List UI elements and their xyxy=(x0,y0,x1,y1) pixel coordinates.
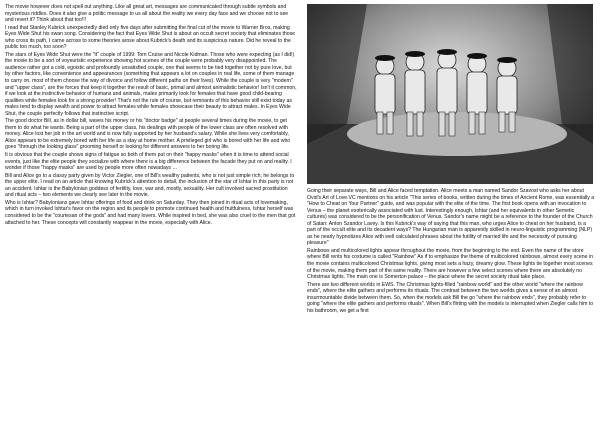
paragraph: Going their separate ways, Bill and Alice faced temptation. Alice meets a man named Sandor Szavost who asks her about Ovid's Art of Love.VC mentions on his article "This series of books, written during the times of Ancient Rome, was essentially a "How to Cheat on Your Partner" guide, and was popular with the elite of the time. The first book opens with an invocation to Venus – the planet esoterically associated with lust. Interestingly enough, Ishtar (and her equivalents in other Semetic cultures) was considered to be the personification of Venus. Sandor's name might be a reference to the founder of the Church of Satan: Anton Szandor Lavey. Is this Kubrick's way of saying that this man, who urges Alice to cheat on her husband, is a part of the occult elite and its decadent ways? The Hungarian man is apparently skilled in neuro-linguistic programming (NLP) as he nearly hypnotizes Alice with well calculated phrases about the futility of married life and the necessity of pursuing pleasure" xyxy=(307,188,595,247)
paragraph: The movie however does not spell out anything. Like all great art, messages are communicated through subtle symbols and mysterious riddles. Does it also give a politic message to us all about the reality we every day face and we choose not to see and revert it? Think about that too!!! xyxy=(5,4,289,24)
group-photo xyxy=(307,4,593,184)
paragraph: The good doctor Bill, as in dollar bill, waves his money or his "doctor badge" at people several times during the movie, to get them to do what he wants. Being a part of the upper class, his dealings with people of the lower class are often resolved with money. Alice lost her job in the art world and is now fully supported by her husband's salary. While she lives very comfortably, Alice appears to be extremely bored with her life as a stay at home mother. A privileged girl who is bored with her life and who goes "through the looking glass" grooming herself or looking for different answers to her boring life. xyxy=(5,118,291,151)
paragraph: I read that Stanley Kubrick unexpectedly died only five days after submitting the final cut of the movie to Warner Bros, making Eyes Wide Shut his swan song. Considering the fact that Eyes Wide Shut is about an occult secret society that eliminates those who cross its path, I came across to some theories arose about Kubrick's death and its suspicious nature. Did he reveal to the public too much, too soon? xyxy=(5,24,296,51)
paragraph: The stars of Eyes Wide Shut were the "it" couple of 1999: Tom Cruise and Nicole Kidman. Those who were expecting (as I did!) the movie to be a sort of voyeuristic experience showing hot scenes of the couple were probably very disappointed. The audience rather got a cold, egoistic and profoundly unsatisfied couple, one that seems to be tied together not by pure love, but by other factors, like convenience and appearances (something that appears a lot on couples in real life, some of them manage to carry on, most of them choose the way of divorce and follow different paths on their lives). While the couple is very "modern" and "upper class", are the forces that keep it together the result of basic, primal and almost animalistic behavior! Isn't it common, if we look at the instinctive behavior of humans and animals, males primarily look for females that have good child-bearing qualities while females look for a strong provider! That's not the rule of course, but remnants of this behavior still exist today as males tend to display wealth and power to attract females while females showcase their beauty to attract males. In Eyes Wide Shut, the couple perfectly follows that instinctive script. xyxy=(5,51,297,117)
paragraph: Bill and Alice go to a classy party given by Victor Ziegler, one of Bill's wealthy patients, who is not just simple rich; he belongs to the upper elite. I read on an article that knowing Kubrick's attention to detail, the inclusion of the star of Ishtar in this party is not an accident. Ishtar is the Babylonian goddess of fertility, love, war and, mostly, sexuality. Her cult involved sacred prostitution and ritual acts – two elements we clearly see later in the movie. xyxy=(5,172,295,199)
paragraph: Rainbows and multicolored lights appear throughout the movie, from the beginning to the end. Even the name of the store where Bill rents his costume is called "Rainbow" As if to emphasize the theme of multicolored rainbows, almost every scene in the movie contains multicolored Christmas lights, giving most sets a hazy, dreamy glow. These lights tie together most scenes of the movie, making them part of the same reality. There are however a few select scenes where there are absolutely no Christmas lights. The main one is Somerton palace – the place where the secret society ritual take place. xyxy=(307,247,593,281)
paragraph: It is obvious that the couple shows signs of fatigue so both of them put on their "happy masks" when it is time to attend social events, just like the elite people they socialize with where there is a big difference between the facade they put on and reality. I wonder if those "happy masks" are used by people more often nowadays … xyxy=(5,152,292,172)
right-column xyxy=(307,4,595,420)
left-column xyxy=(5,4,297,420)
paragraph: There are two different worlds in EWS. The Christmas lights-filled "rainbow world" and the other world "where the rainbow ends", where the elite gathers and performs its rituals. The contrast between the two worlds gives a sense of an almost insurmountable divide between them. So, when the models ask Bill the go "where the rainbow ends", they probably refer to going "where the elite gathers and performs rituals". When Bill's flirting with the models is interrupted when Ziegler calls him to his bathroom, we get a first xyxy=(307,281,594,314)
paragraph: Who is Ishtar? Babylonians gave Ishtar offerings of food and drink on Saturday. They then joined in ritual acts of lovemaking, which in turn invoked Ishtar's favor on the region and its people to promote continued health and fruitfulness. Ishtar herself was considered to be the "courtesan of the gods" and had many lovers. While inspired in bed, she was also cruel to the men that got attached to her. These concepts will constantly reappear in the movie, especially with Alice. xyxy=(5,199,296,226)
group-photo-illustration xyxy=(307,4,593,184)
